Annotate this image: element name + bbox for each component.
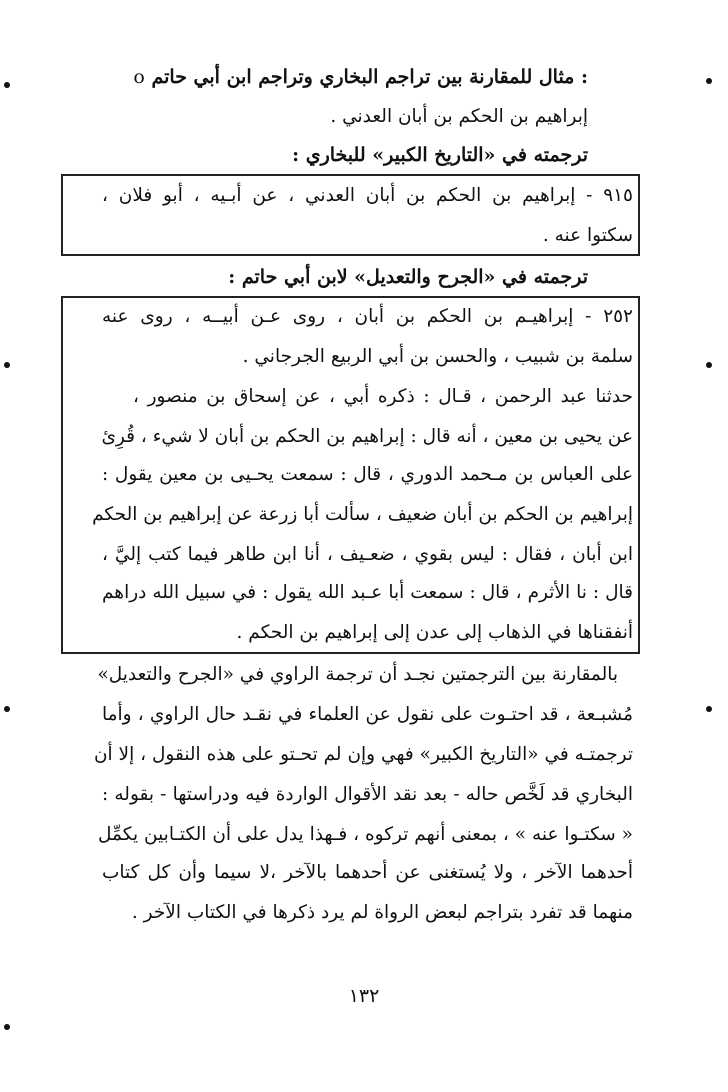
comparison-line: البخاري قد لَخَّص حاله - بعد نقد الأقوال الواردة فيه ودراستها - بقوله :	[102, 784, 633, 805]
bukhari-line: ٩١٥ - إبراهيم بن الحكم بن أبان العدني ، عن أبـيه ، أبو فلان ،	[102, 185, 633, 206]
ibn-abi-hatim-line: على العباس بن مـحمد الدوري ، قال : سمعت يحـيى بن معين يقول :	[102, 464, 633, 485]
ibn-abi-hatim-line: ٢٥٢ - إبراهيـم بن الحكم بن أبان ، روى عـن أبيــه ، روى عنه	[102, 306, 633, 327]
margin-mark	[706, 78, 712, 84]
comparison-line: أحدهما الآخر ، ولا يُستغنى عن أحدهما بالآخر ،لا سيما وأن كل كتاب	[102, 862, 633, 883]
bukhari-line: سكتوا عنه .	[542, 225, 633, 246]
ibn-abi-hatim-line: أنفقناها في الذهاب إلى عدن إلى إبراهيم بن الحكم .	[236, 622, 633, 643]
comparison-line: بالمقارنة بين الترجمتين نجـد أن ترجمة الراوي في «الجرح والتعديل»	[97, 664, 618, 685]
comparison-line: منهما قد تفرد بتراجم لبعض الرواة لم يرد ذكرها في الكتاب الآخر .	[131, 902, 633, 923]
ibn-abi-hatim-line: ابن أبان ، فقال : ليس بقوي ، ضعـيف ، أنا ابن طاهر فيما كتب إليَّ ،	[102, 544, 633, 565]
comparison-line: مُشبـعة ، قد احتـوت على نقول عن العلماء في نقـد حال الراوي ، وأما	[102, 704, 633, 725]
ibn-abi-hatim-line: حدثنا عبد الرحمن ، قـال : ذكره أبي ، عن إسحاق بن منصور ،	[133, 386, 633, 407]
ibn-abi-hatim-title: ترجمته في «الجرح والتعديل» لابن أبي حاتم :	[228, 266, 588, 288]
comparison-line: « سكتـوا عنه » ، بمعنى أنهم تركوه ، فـهذا يدل على أن الكتـابين يكمِّل	[98, 824, 633, 845]
margin-mark	[4, 706, 10, 712]
ibn-abi-hatim-line: سلمة بن شبيب ، والحسن بن أبي الربيع الجرجاني .	[242, 346, 633, 367]
page-number: ١٣٢	[348, 985, 380, 1007]
bullet-icon: o	[133, 66, 145, 88]
comparison-line: ترجمتـه في «التاريخ الكبير» فهي وإن لم تحـتو على هذه النقول ، إلا أن	[93, 744, 633, 765]
ibn-abi-hatim-line: قال : نا الأثرم ، قال : سمعت أبا عـبد الله يقول : في سبيل الله دراهم	[102, 582, 633, 603]
margin-mark	[706, 706, 712, 712]
margin-mark	[4, 1024, 10, 1030]
margin-mark	[706, 362, 712, 368]
bukhari-title: ترجمته في «التاريخ الكبير» للبخاري :	[292, 144, 588, 166]
ibn-abi-hatim-line: إبراهيم بن الحكم بن أبان ضعيف ، سألت أبا زرعة عن إبراهيم بن الحكم	[92, 504, 633, 525]
ibn-abi-hatim-line: عن يحيى بن معين ، أنه قال : إبراهيم بن الحكم بن أبان لا شيء ، قُرِئ	[101, 426, 633, 447]
example-name: إبراهيم بن الحكم بن أبان العدني .	[330, 106, 588, 127]
margin-mark	[4, 362, 10, 368]
margin-mark	[4, 82, 10, 88]
section-heading: o مثال للمقارنة بين تراجم البخاري وتراجم ابن أبي حاتم :	[133, 66, 588, 88]
